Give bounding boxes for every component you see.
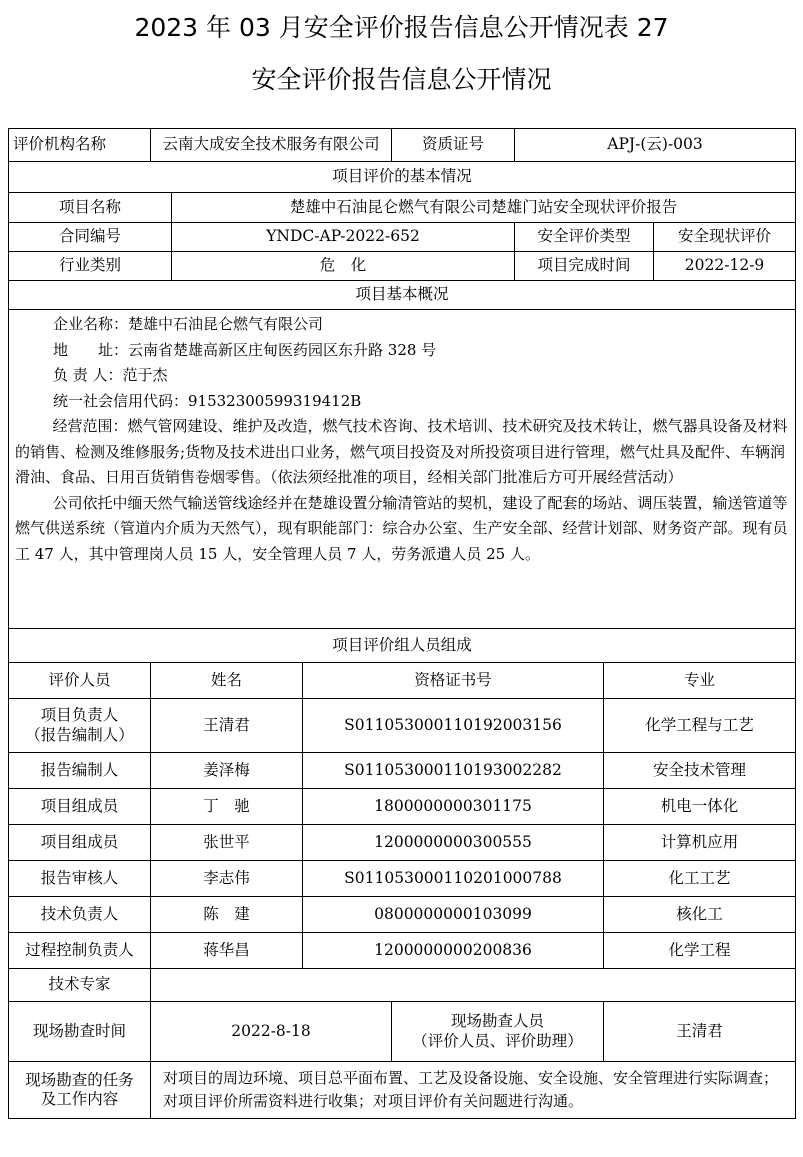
contract-no-label: 合同编号 — [9, 223, 172, 252]
survey-task-label — [9, 1062, 151, 1119]
team-name: 张世平 — [151, 825, 303, 861]
section-basic-title: 项目评价的基本情况 — [9, 162, 796, 193]
team-role-line1: 项目负责人 — [40, 706, 119, 725]
table-row — [9, 753, 796, 789]
credit-code-line: 统一社会信用代码：91532300599319412B — [53, 391, 362, 410]
table-row — [9, 825, 796, 861]
team-name: 丁 驰 — [151, 789, 303, 825]
table-row — [9, 933, 796, 969]
report-header-title: 2023 年 03 月安全评价报告信息公开情况表 27 — [134, 13, 669, 42]
team-name: 蒋华昌 — [151, 933, 303, 969]
team-cert: 0800000000103099 — [303, 897, 604, 933]
team-role-line2: （报告编制人） — [25, 725, 134, 744]
completion-time-value: 2022-12-9 — [654, 252, 796, 281]
completion-time-label: 项目完成时间 — [515, 252, 654, 281]
survey-time-value: 2022-8-18 — [151, 1002, 392, 1062]
org-name-label: 评价机构名称 — [9, 129, 151, 162]
survey-time-label: 现场勘查时间 — [9, 1002, 151, 1062]
org-name-value: 云南大成安全技术服务有限公司 — [151, 129, 392, 162]
team-role: 项目组成员 — [9, 825, 151, 861]
team-cert: S011053000110201000788 — [303, 861, 604, 897]
team-role: 技术负责人 — [9, 897, 151, 933]
team-name: 李志伟 — [151, 861, 303, 897]
survey-task-label-line1: 现场勘查的任务 — [25, 1070, 134, 1089]
table-row — [9, 789, 796, 825]
owner-line: 负 责 人：范于杰 — [53, 366, 168, 384]
team-header-cert: 资格证书号 — [303, 663, 604, 699]
team-name: 王清君 — [151, 699, 303, 753]
industry-label: 行业类别 — [9, 252, 172, 281]
section-overview-title: 项目基本概况 — [9, 281, 796, 310]
team-cert: 1200000000300555 — [303, 825, 604, 861]
section-team-title: 项目评价组人员组成 — [9, 629, 796, 663]
project-name-label: 项目名称 — [9, 193, 172, 223]
team-name: 陈 建 — [151, 897, 303, 933]
team-header-name: 姓名 — [151, 663, 303, 699]
survey-task-value: 对项目的周边环境、项目总平面布置、工艺及设备设施、安全设施、安全管理进行实际调查；对项目评价所需资料进行收集；对项目评价有关问题进行沟通。 — [151, 1062, 796, 1119]
team-header-role: 评价人员 — [9, 663, 151, 699]
survey-staff-label-line1: 现场勘查人员 — [451, 1012, 545, 1031]
team-role: 项目组成员 — [9, 789, 151, 825]
team-role — [9, 699, 151, 753]
table-row — [9, 699, 796, 753]
team-cert: S011053000110193002282 — [303, 753, 604, 789]
team-cert: 1200000000200836 — [303, 933, 604, 969]
team-major: 化学工程与工艺 — [604, 699, 796, 753]
company-name-line: 企业名称：楚雄中石油昆仑燃气有限公司 — [53, 315, 324, 333]
contract-no-value: YNDC-AP-2022-652 — [172, 223, 515, 252]
team-major: 化学工程 — [604, 933, 796, 969]
team-role: 报告编制人 — [9, 753, 151, 789]
team-cert: S011053000110192003156 — [303, 699, 604, 753]
survey-task-label-line2: 及工作内容 — [40, 1090, 119, 1108]
survey-staff-label — [392, 1002, 604, 1062]
company-description-paragraph: 公司依托中缅天然气输送管线途经并在楚雄设置分输清管站的契机，建设了配套的场站、调压装置，输送管道等燃气供送系统（管道内介质为天然气），现有职能部门：综合办公室、生产安全部、经营计划部、财务资产部。现有员工 47 人，其中管理岗人员 15 人，安全管理人员 7 人，劳务派遣人员 25 人。 — [15, 493, 788, 563]
address-line: 地 址：云南省楚雄高新区庄甸医药园区东升路 328 号 — [53, 340, 437, 359]
technical-expert-value — [151, 969, 796, 1002]
team-major: 安全技术管理 — [604, 753, 796, 789]
team-major: 核化工 — [604, 897, 796, 933]
team-major: 机电一体化 — [604, 789, 796, 825]
team-major: 化工工艺 — [604, 861, 796, 897]
business-scope-paragraph: 经营范围：燃气管网建设、维护及改造，燃气技术咨询、技术培训、技术研究及技术转让，燃气器具设备及材料的销售、检测及维修服务;货物及技术进出口业务，燃气项目投资及对所投资项目进行管理，燃气灶具及配件、车辆润滑油、食品、日用百货销售卷烟零售。（依法须经批准的项目，经相关部门批准后方可开展经营活动） — [15, 417, 788, 486]
evaluation-type-value: 安全现状评价 — [654, 223, 796, 252]
team-name: 姜泽梅 — [151, 753, 303, 789]
team-role: 过程控制负责人 — [9, 933, 151, 969]
overview-content — [9, 310, 796, 629]
team-major: 计算机应用 — [604, 825, 796, 861]
page-title: 安全评价报告信息公开情况 — [251, 65, 552, 94]
project-name-value: 楚雄中石油昆仑燃气有限公司楚雄门站安全现状评价报告 — [172, 193, 796, 223]
table-row — [9, 897, 796, 933]
team-cert: 1800000000301175 — [303, 789, 604, 825]
industry-value: 危 化 — [172, 252, 515, 281]
cert-value: APJ-(云)-003 — [515, 129, 796, 162]
technical-expert-label: 技术专家 — [9, 969, 151, 1002]
survey-staff-label-line2: （评价人员、评价助理） — [412, 1031, 583, 1050]
team-role: 报告审核人 — [9, 861, 151, 897]
survey-staff-value: 王清君 — [604, 1002, 796, 1062]
disclosure-table — [8, 128, 796, 1119]
cert-label: 资质证号 — [392, 129, 515, 162]
team-header-major: 专业 — [604, 663, 796, 699]
evaluation-type-label: 安全评价类型 — [515, 223, 654, 252]
table-row — [9, 861, 796, 897]
